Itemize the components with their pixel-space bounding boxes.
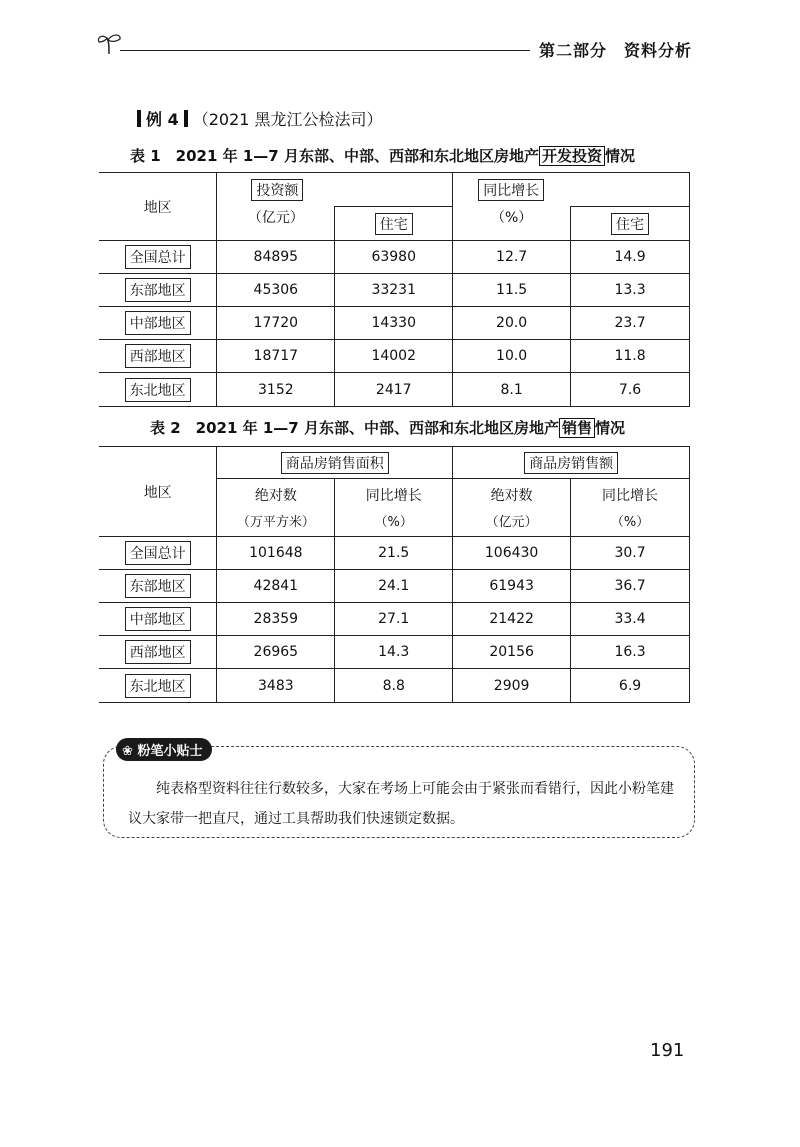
value-cell: 101648 [217,537,335,570]
table1-header-yoy-residential: 住宅 [571,207,690,241]
value-cell: 26965 [217,636,335,669]
sprout-icon: ❀ [122,744,133,759]
value-cell: 33.4 [571,603,690,636]
value-cell: 2417 [335,373,453,407]
region-cell: 西部地区 [99,636,217,669]
table-row [99,570,690,603]
value-cell: 14.9 [571,241,690,274]
section-title: 第二部分 资料分析 [538,41,692,60]
value-cell: 106430 [453,537,571,570]
value-cell: 3483 [217,669,335,703]
value-cell: 6.9 [571,669,690,703]
value-cell: 20156 [453,636,571,669]
table-row [99,274,690,307]
table1-header-region: 地区 [99,173,217,241]
value-cell: 36.7 [571,570,690,603]
value-cell: 21422 [453,603,571,636]
value-cell: 14002 [335,340,453,373]
region-cell: 东部地区 [99,274,217,307]
table-row [99,537,690,570]
table2-header-region: 地区 [99,447,217,537]
table2-header-amount-yoy: 同比增长 （%） [571,479,690,537]
region-cell: 东北地区 [99,373,217,407]
value-cell: 8.1 [453,373,571,407]
table1-header-yoy: 同比增长 [453,173,690,207]
region-cell: 中部地区 [99,603,217,636]
table1-header-invest-unit: （亿元） [217,207,335,241]
example-bar-left [137,110,141,127]
table2-header-area-abs: 绝对数 （万平方米） [217,479,335,537]
value-cell: 61943 [453,570,571,603]
region-cell: 全国总计 [99,537,217,570]
table-row [99,603,690,636]
table2-caption-boxed: 销售 [559,418,595,438]
example-label [132,107,383,130]
value-cell: 14.3 [335,636,453,669]
value-cell: 12.7 [453,241,571,274]
value-cell: 18717 [217,340,335,373]
region-cell: 全国总计 [99,241,217,274]
page-number: 191 [650,1040,685,1061]
tip-text: 纯表格型资料往往行数较多，大家在考场上可能会由于紧张而看错行，因此小粉笔建议大家带一把直尺，通过工具帮助我们快速锁定数据。 [128,781,674,827]
value-cell: 17720 [217,307,335,340]
table2-header-amount-abs: 绝对数 （亿元） [453,479,571,537]
table2-caption-text: 表 2 2021 年 1—7 月东部、中部、西部和东北地区房地产 [150,419,559,437]
table2-header-area: 商品房销售面积 [217,447,453,479]
value-cell: 63980 [335,241,453,274]
tip-title-text: 粉笔小贴士 [137,744,203,759]
value-cell: 84895 [217,241,335,274]
value-cell: 2909 [453,669,571,703]
table1 [99,172,690,407]
table1-caption [130,145,635,166]
value-cell: 11.8 [571,340,690,373]
table2-header-amount: 商品房销售额 [453,447,690,479]
value-cell: 14330 [335,307,453,340]
region-cell: 东北地区 [99,669,217,703]
value-cell: 13.3 [571,274,690,307]
value-cell: 27.1 [335,603,453,636]
tip-title [116,738,212,761]
table2-header-area-yoy: 同比增长 （%） [335,479,453,537]
table1-caption-boxed: 开发投资 [539,146,605,166]
value-cell: 42841 [217,570,335,603]
header-rule [120,50,530,51]
table1-caption-suffix: 情况 [604,147,635,165]
table1-caption-text: 表 1 2021 年 1—7 月东部、中部、西部和东北地区房地产 [130,147,539,165]
value-cell: 45306 [217,274,335,307]
table1-header-yoy-unit: （%） [453,207,571,241]
value-cell: 30.7 [571,537,690,570]
table2-caption-suffix: 情况 [594,419,625,437]
region-cell: 中部地区 [99,307,217,340]
table-row [99,307,690,340]
sprout-icon [95,30,125,56]
value-cell: 3152 [217,373,335,407]
table-row [99,636,690,669]
value-cell: 28359 [217,603,335,636]
region-cell: 西部地区 [99,340,217,373]
value-cell: 8.8 [335,669,453,703]
region-cell: 东部地区 [99,570,217,603]
value-cell: 11.5 [453,274,571,307]
example-bar-right [184,110,188,127]
value-cell: 10.0 [453,340,571,373]
value-cell: 23.7 [571,307,690,340]
value-cell: 33231 [335,274,453,307]
table2 [99,446,690,703]
table1-header-residential: 住宅 [335,207,453,241]
value-cell: 7.6 [571,373,690,407]
example-number: 例 4 [146,110,179,129]
table2-caption [150,417,625,438]
value-cell: 24.1 [335,570,453,603]
example-source: （2021 黑龙江公检法司） [192,110,383,129]
table-row [99,373,690,407]
table1-header-invest: 投资额 [217,173,453,207]
value-cell: 21.5 [335,537,453,570]
value-cell: 20.0 [453,307,571,340]
table-row [99,669,690,703]
value-cell: 16.3 [571,636,690,669]
table-row [99,241,690,274]
table-row [99,340,690,373]
